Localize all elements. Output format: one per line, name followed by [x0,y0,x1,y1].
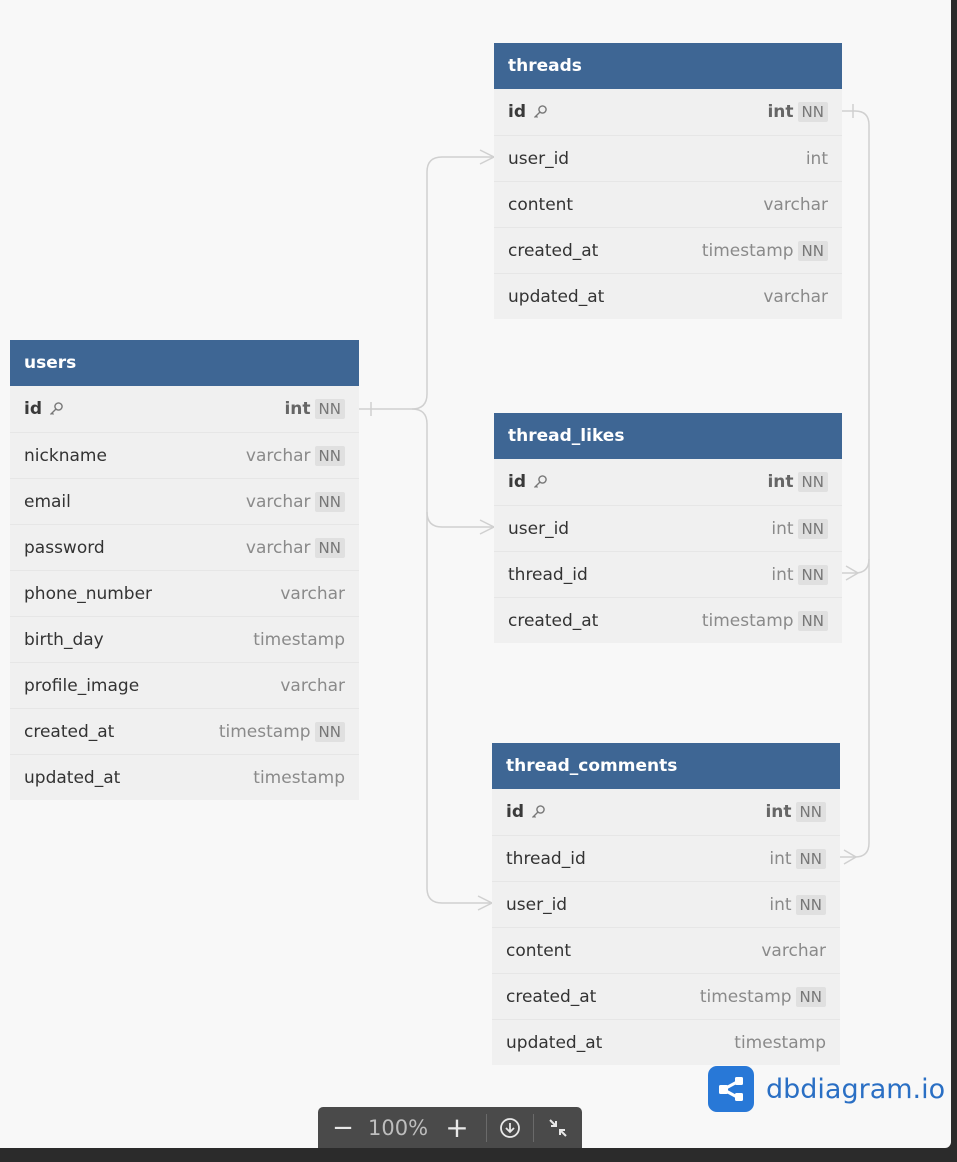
column-name-label: id [24,399,42,419]
zoom-level: 100% [367,1115,429,1140]
column-name-label: email [24,491,71,512]
not-null-badge: NN [798,472,828,492]
download-button[interactable] [487,1107,533,1148]
column-type [253,630,345,650]
column-name [506,849,586,869]
collapse-arrows-icon [547,1117,569,1139]
table-row[interactable] [492,1019,840,1065]
column-name-label: phone_number [24,583,153,604]
column-type-label: timestamp [218,721,311,742]
share-nodes-icon [708,1066,754,1112]
table-row[interactable] [10,754,359,800]
column-type-label: int [771,564,794,585]
table-row[interactable] [10,570,359,616]
column-name-label: id [508,472,526,492]
zoom-out-button[interactable]: − [332,1112,354,1143]
column-type [767,472,828,492]
column-type-label: int [769,848,792,869]
table-header[interactable]: thread_comments [492,743,840,789]
table-row[interactable] [10,708,359,754]
column-name-label: thread_id [506,848,586,869]
column-type [769,895,826,915]
column-name-label: nickname [24,445,107,466]
column-name-label: password [24,537,105,558]
table-row[interactable] [10,616,359,662]
table-row[interactable] [494,227,842,273]
table-row[interactable] [10,432,359,478]
column-name [24,676,139,696]
table-header[interactable]: thread_likes [494,413,842,459]
column-type-label: int [771,518,794,539]
column-type-label: timestamp [253,629,345,650]
column-name [24,446,107,466]
column-name [506,895,567,915]
column-type [763,287,828,307]
column-name [508,565,588,585]
column-name-label: updated_at [508,286,605,307]
table-row[interactable] [494,181,842,227]
column-type-label: varchar [280,675,345,696]
column-type [253,768,345,788]
table-thread-likes[interactable] [494,413,842,643]
column-type-label: varchar [763,194,828,215]
column-name-label: content [506,940,572,961]
column-name [24,584,152,604]
window-border [951,0,957,1162]
column-name [506,941,571,961]
column-name [506,987,596,1007]
column-type [771,565,828,585]
column-type-label: varchar [763,286,828,307]
column-type [702,241,828,261]
column-type-label: varchar [245,445,311,466]
column-name-label: user_id [506,894,568,915]
column-type [246,492,345,512]
window-border [0,1148,957,1162]
download-circle-icon [499,1117,521,1139]
rel-users-thread-comments [427,512,492,903]
column-type-label: timestamp [699,986,792,1007]
table-users[interactable] [10,340,359,800]
column-name [24,399,64,419]
column-name [508,611,598,631]
column-type [246,538,345,558]
column-type [771,519,828,539]
not-null-badge: NN [796,802,826,822]
column-type-label: timestamp [734,1032,826,1053]
table-row[interactable] [492,881,840,927]
zoom-toolbar [318,1107,582,1148]
table-row[interactable] [494,459,842,505]
not-null-badge: NN [315,722,345,742]
table-row[interactable] [494,273,842,319]
column-name-label: created_at [24,721,115,742]
not-null-badge: NN [796,895,826,915]
table-row[interactable] [494,551,842,597]
table-row[interactable] [492,927,840,973]
rel-threads-thread-comments [840,559,869,857]
table-row[interactable] [494,135,842,181]
column-name [506,802,546,822]
table-row[interactable] [492,835,840,881]
column-name-label: created_at [508,610,599,631]
primary-key-icon [532,474,548,490]
column-name [508,472,548,492]
column-name [508,241,598,261]
rel-users-threads [359,157,494,409]
column-name [506,1033,602,1053]
column-name [24,722,114,742]
column-type [763,195,828,215]
column-name-label: id [506,802,524,822]
column-type-label: varchar [245,491,311,512]
rel-threads-thread-likes [842,111,869,573]
fit-view-button[interactable] [534,1107,582,1148]
column-name-label: id [508,102,526,122]
table-header[interactable]: threads [494,43,842,89]
column-type-label: int [765,802,792,822]
column-type-label: varchar [280,583,345,604]
column-type [284,399,345,419]
column-type [769,849,826,869]
table-row[interactable] [494,505,842,551]
not-null-badge: NN [798,241,828,261]
not-null-badge: NN [315,538,345,558]
table-row[interactable] [492,789,840,835]
column-name [508,287,604,307]
column-type [280,676,345,696]
column-name [508,102,548,122]
column-type [246,446,345,466]
zoom-in-button[interactable]: + [445,1111,469,1144]
column-type [734,1033,826,1053]
table-row[interactable] [10,386,359,432]
column-name-label: user_id [508,518,570,539]
rel-users-thread-likes [412,409,494,527]
primary-key-icon [530,804,546,820]
column-type [806,149,828,169]
column-name [24,768,120,788]
column-name-label: updated_at [24,767,121,788]
column-name-label: birth_day [24,629,104,650]
column-name [508,195,573,215]
column-type-label: timestamp [701,610,794,631]
not-null-badge: NN [315,492,345,512]
table-thread-comments[interactable] [492,743,840,1065]
column-name [24,630,104,650]
not-null-badge: NN [315,399,345,419]
not-null-badge: NN [796,849,826,869]
not-null-badge: NN [798,611,828,631]
column-name-label: created_at [508,240,599,261]
column-type-label: int [805,148,828,169]
column-type-label: int [767,472,794,492]
column-name [508,519,569,539]
table-row[interactable] [10,662,359,708]
column-type-label: int [769,894,792,915]
not-null-badge: NN [798,565,828,585]
dbdiagram-logo[interactable] [708,1066,945,1112]
table-threads[interactable] [494,43,842,319]
column-type-label: int [284,399,311,419]
table-row[interactable] [492,973,840,1019]
table-row[interactable] [10,524,359,570]
column-name-label: created_at [506,986,597,1007]
column-type-label: timestamp [701,240,794,261]
table-row[interactable] [494,597,842,643]
column-name-label: updated_at [506,1032,603,1053]
column-name [24,492,71,512]
column-name-label: user_id [508,148,570,169]
column-type [702,611,828,631]
column-name-label: profile_image [24,675,140,696]
table-row[interactable] [10,478,359,524]
column-type [280,584,345,604]
brand-name: dbdiagram.io [766,1073,946,1105]
primary-key-icon [532,104,548,120]
column-name [24,538,105,558]
column-type-label: timestamp [253,767,345,788]
column-type [700,987,826,1007]
not-null-badge: NN [798,519,828,539]
column-name [508,149,569,169]
table-header[interactable]: users [10,340,359,386]
column-type [765,802,826,822]
column-name-label: thread_id [508,564,588,585]
column-type-label: int [767,102,794,122]
column-type [761,941,826,961]
primary-key-icon [48,401,64,417]
column-type-label: varchar [245,537,311,558]
column-name-label: content [508,194,574,215]
not-null-badge: NN [315,446,345,466]
column-type [767,102,828,122]
column-type [219,722,345,742]
column-type-label: varchar [761,940,826,961]
table-row[interactable] [494,89,842,135]
not-null-badge: NN [796,987,826,1007]
not-null-badge: NN [798,102,828,122]
